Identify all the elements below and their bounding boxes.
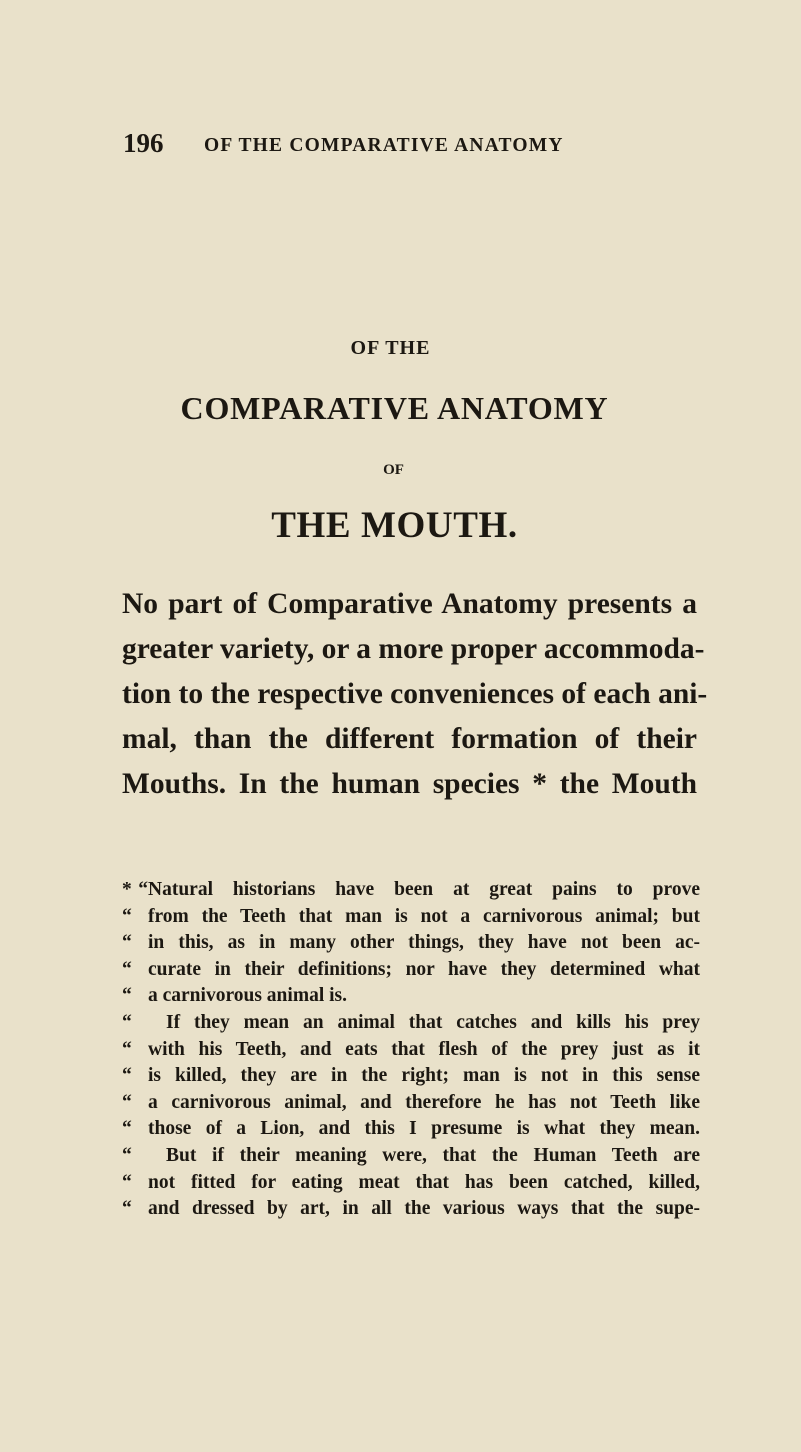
- quote-mark: “: [122, 958, 132, 980]
- heading-of: OF: [383, 462, 404, 478]
- footnote-line-text: is killed, they are in the right; man is not in this sense: [148, 1065, 700, 1087]
- footnote-line: [122, 1170, 700, 1197]
- footnote-line: [122, 1196, 700, 1223]
- footnote-line: [122, 1037, 700, 1064]
- footnote-line-text: Natural historians have been at great pains to prove: [148, 879, 700, 900]
- footnote-line-text: those of a Lion, and this I presume is what they mean.: [148, 1118, 700, 1140]
- body-line: greater variety, or a more proper accommoda-: [122, 633, 705, 665]
- footnote-line: [122, 1143, 700, 1170]
- body-line: mal, than the different formation of their: [122, 723, 697, 755]
- heading-of-the: OF THE: [350, 337, 431, 359]
- running-title: OF THE COMPARATIVE ANATOMY: [204, 135, 564, 156]
- quote-mark: “: [122, 1171, 132, 1193]
- quote-mark: “: [122, 1038, 132, 1060]
- body-paragraph: [122, 582, 708, 807]
- footnote-line-text: with his Teeth, and eats that flesh of the prey just as it: [148, 1038, 700, 1060]
- footnote-line-text: from the Teeth that man is not a carnivorous animal; but: [148, 905, 700, 927]
- quote-mark: “: [122, 1011, 132, 1033]
- footnote-line-text: not fitted for eating meat that has been catched, killed,: [148, 1171, 700, 1193]
- footnote-line-text: a carnivorous animal, and therefore he has not Teeth like: [148, 1091, 700, 1113]
- footnote-line-text: But if their meaning were, that the Human Teeth are: [166, 1144, 700, 1166]
- footnote-line: [122, 957, 700, 984]
- quote-mark: “: [122, 1065, 132, 1087]
- footnote-line: [122, 1010, 700, 1037]
- footnote-line: [122, 1090, 700, 1117]
- body-line: tion to the respective conveniences of each ani-: [122, 678, 708, 710]
- footnote-line: [122, 930, 700, 957]
- quote-mark: “: [122, 905, 132, 927]
- quote-mark: “: [122, 1091, 132, 1113]
- quote-mark: “: [122, 1198, 132, 1220]
- footnote-line-text: in this, as in many other things, they have not been ac-: [148, 932, 700, 954]
- footnote-marker: * “: [122, 879, 148, 900]
- quote-mark: “: [122, 1144, 132, 1166]
- running-head: [123, 128, 683, 162]
- footnote-line: [122, 1063, 700, 1090]
- page-number: 196: [123, 128, 164, 158]
- quote-mark: “: [122, 1118, 132, 1140]
- body-line: Mouths. In the human species * the Mouth: [122, 768, 697, 800]
- footnote-line-text: curate in their definitions; nor have they determined what: [148, 958, 700, 980]
- heading-the-mouth: THE MOUTH.: [271, 505, 518, 546]
- footnote-line: [122, 983, 700, 1010]
- footnote-line: [122, 1116, 700, 1143]
- footnote-line-text: and dressed by art, in all the various ways that the supe-: [148, 1198, 700, 1220]
- heading-comparative-anatomy: COMPARATIVE ANATOMY: [180, 390, 609, 426]
- footnote-line-text: a carnivorous animal is.: [148, 985, 347, 1007]
- body-line: No part of Comparative Anatomy presents a: [122, 588, 697, 620]
- footnote-line: [122, 904, 700, 931]
- footnote-line-text: If they mean an animal that catches and kills his prey: [166, 1011, 700, 1033]
- quote-mark: “: [122, 985, 132, 1007]
- quote-mark: “: [122, 932, 132, 954]
- footnote: [122, 877, 700, 1223]
- footnote-line: [122, 877, 700, 904]
